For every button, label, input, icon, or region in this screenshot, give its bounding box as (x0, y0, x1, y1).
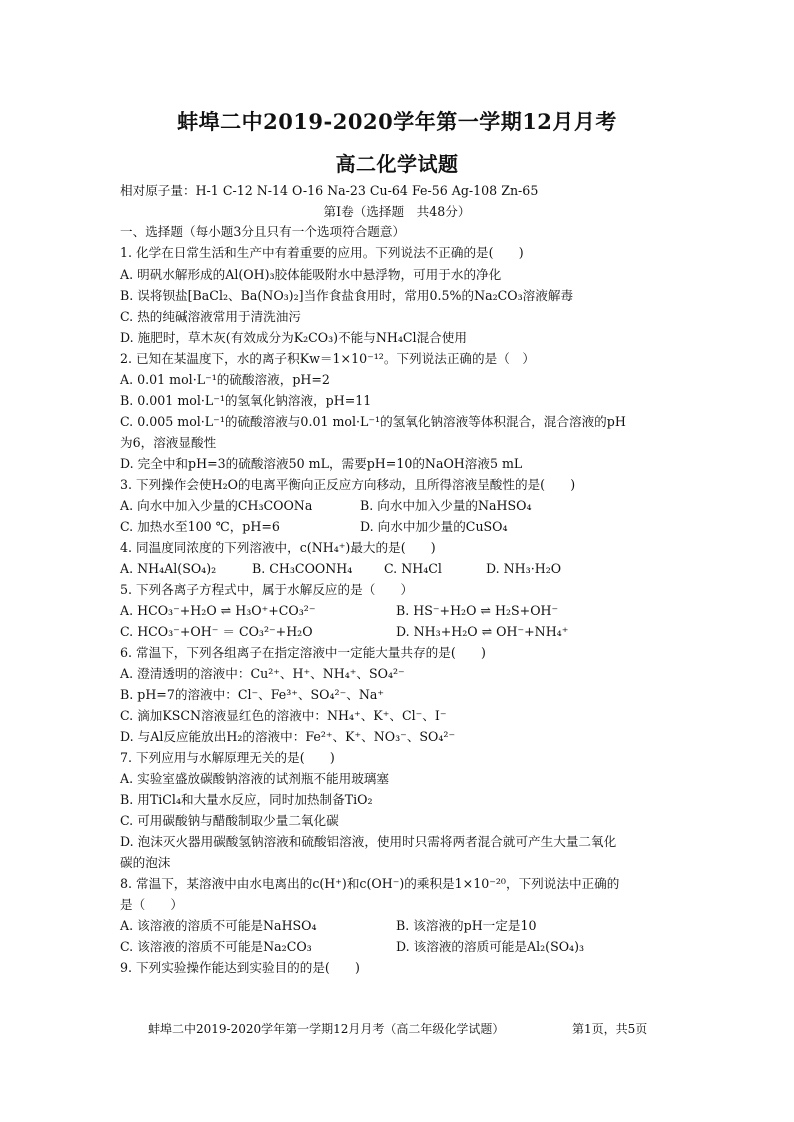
q8-option-c: C. 该溶液的溶质不可能是Na₂CO₃ (120, 939, 312, 954)
q8-option-a: A. 该溶液的溶质不可能是NaHSO₄ (120, 918, 317, 933)
q3-option-d: D. 向水中加少量的CuSO₄ (360, 519, 508, 534)
atomic-masses: 相对原子量：H-1 C-12 N-14 O-16 Na-23 Cu-64 Fe-56 Ag-108 Zn-65 (120, 183, 539, 198)
q5-option-b: B. HS⁻+H₂O ⇌ H₂S+OH⁻ (396, 603, 559, 618)
volume-heading: 第Ⅰ卷（选择题 共48分） (323, 204, 471, 219)
q2-option-d: D. 完全中和pH=3的硫酸溶液50 mL，需要pH=10的NaOH溶液5 mL (120, 456, 523, 471)
q7-option-d: D. 泡沫灭火器用碳酸氢钠溶液和硫酸铝溶液，使用时只需将两者混合就可产生大量二氧化 (120, 834, 617, 849)
q1-stem: 1. 化学在日常生活和生产中有着重要的应用。下列说法不正确的是( ) (120, 245, 524, 260)
q5-stem: 5. 下列各离子方程式中，属于水解反应的是（ ） (120, 582, 414, 597)
q1-option-b: B. 误将钡盐[BaCl₂、Ba(NO₃)₂]当作食盐食用时，常用0.5%的Na₂CO₃溶液解毒 (120, 288, 574, 303)
q5-option-d: D. NH₃+H₂O ⇌ OH⁻+NH₄⁺ (396, 624, 569, 639)
footer-text: 蚌埠二中2019-2020学年第一学期12月月考（高二年级化学试题） (148, 1022, 505, 1036)
q2-option-c: C. 0.005 mol·L⁻¹的硫酸溶液与0.01 mol·L⁻¹的氢氧化钠溶液等体积混合，混合溶液的pH (120, 414, 626, 429)
q4-stem: 4. 同温度同浓度的下列溶液中，c(NH₄⁺)最大的是( ) (120, 540, 436, 555)
q7-option-d-cont: 碳的泡沫 (120, 855, 171, 870)
q3-option-a: A. 向水中加入少量的CH₃COONa (120, 498, 313, 513)
q7-stem: 7. 下列应用与水解原理无关的是( ) (120, 750, 335, 765)
q7-option-a: A. 实验室盛放碳酸钠溶液的试剂瓶不能用玻璃塞 (120, 771, 389, 786)
q8-stem-cont: 是（ ） (120, 897, 183, 912)
q1-option-d: D. 施肥时，草木灰(有效成分为K₂CO₃)不能与NH₄Cl混合使用 (120, 330, 467, 345)
q3-option-b: B. 向水中加入少量的NaHSO₄ (360, 498, 532, 513)
q6-option-d: D. 与Al反应能放出H₂的溶液中：Fe²⁺、K⁺、NO₃⁻、SO₄²⁻ (120, 729, 456, 744)
q7-option-b: B. 用TiCl₄和大量水反应，同时加热制备TiO₂ (120, 792, 373, 807)
q6-stem: 6. 常温下，下列各组离子在指定溶液中一定能大量共存的是( ) (120, 645, 486, 660)
q4-option-d: D. NH₃·H₂O (486, 561, 562, 576)
q8-option-b: B. 该溶液的pH一定是10 (396, 918, 537, 933)
q8-stem: 8. 常温下，某溶液中由水电离出的c(H⁺)和c(OH⁻)的乘积是1×10⁻²⁰，下列说法中正确的 (120, 876, 620, 891)
page-footer (148, 1020, 668, 1037)
q1-option-a: A. 明矾水解形成的Al(OH)₃胶体能吸附水中悬浮物，可用于水的净化 (120, 267, 502, 282)
exam-subtitle: 高二化学试题 (335, 152, 459, 176)
q6-option-c: C. 滴加KSCN溶液显红色的溶液中：NH₄⁺、K⁺、Cl⁻、I⁻ (120, 708, 447, 723)
page-number: 第1页，共5页 (572, 1022, 648, 1036)
q8-option-d: D. 该溶液的溶质可能是Al₂(SO₄)₃ (396, 939, 585, 954)
q2-stem: 2. 已知在某温度下，水的离子积Kw＝1×10⁻¹²。下列说法正确的是（ ） (120, 351, 535, 366)
q7-option-c: C. 可用碳酸钠与醋酸制取少量二氧化碳 (120, 813, 339, 828)
q3-stem: 3. 下列操作会使H₂O的电离平衡向正反应方向移动，且所得溶液呈酸性的是( ) (120, 477, 576, 492)
q6-option-b: B. pH=7的溶液中：Cl⁻、Fe³⁺、SO₄²⁻、Na⁺ (120, 687, 385, 702)
q2-option-c-cont: 为6，溶液显酸性 (120, 435, 217, 450)
q4-option-b: B. CH₃COONH₄ (252, 561, 353, 576)
q4-option-c: C. NH₄Cl (384, 561, 442, 576)
q6-option-a: A. 澄清透明的溶液中：Cu²⁺、H⁺、NH₄⁺、SO₄²⁻ (120, 666, 405, 681)
q3-option-c: C. 加热水至100 ℃，pH=6 (120, 519, 280, 534)
q1-option-c: C. 热的纯碱溶液常用于清洗油污 (120, 309, 301, 324)
q9-stem: 9. 下列实验操作能达到实验目的的是( ) (120, 960, 360, 975)
exam-title: 蚌埠二中2019-2020学年第一学期12月月考 (177, 109, 617, 134)
q5-option-a: A. HCO₃⁻+H₂O ⇌ H₃O⁺+CO₃²⁻ (120, 603, 316, 618)
section-heading: 一、选择题（每小题3分且只有一个选项符合题意） (120, 224, 406, 239)
q2-option-b: B. 0.001 mol·L⁻¹的氢氧化钠溶液，pH=11 (120, 393, 372, 408)
q2-option-a: A. 0.01 mol·L⁻¹的硫酸溶液，pH=2 (120, 372, 330, 387)
q5-option-c: C. HCO₃⁻+OH⁻ ＝ CO₃²⁻+H₂O (120, 624, 313, 639)
q4-option-a: A. NH₄Al(SO₄)₂ (120, 561, 217, 576)
